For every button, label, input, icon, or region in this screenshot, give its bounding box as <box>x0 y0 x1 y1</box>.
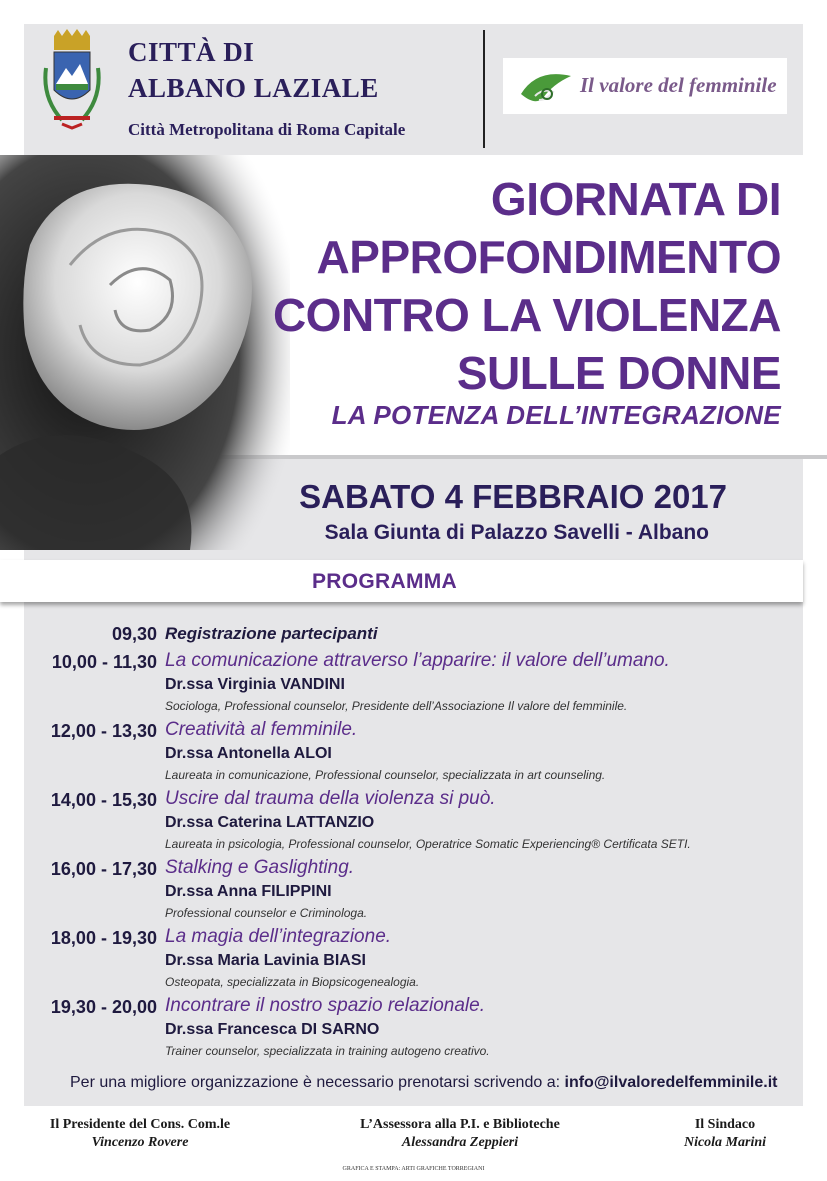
booking-email[interactable]: info@ilvaloredelfemminile.it <box>564 1074 778 1091</box>
event-title-line2: APPROFONDIMENTO <box>316 231 781 283</box>
schedule-speaker: Dr.ssa Maria Lavinia BIASI <box>165 952 366 969</box>
schedule-bio: Laureata in psicologia, Professional counselor, Operatrice Somatic Experiencing® Certificata SETI. <box>165 837 691 851</box>
schedule-title: Registrazione partecipanti <box>165 624 378 643</box>
schedule-bio: Professional counselor e Criminologa. <box>165 906 368 920</box>
schedule-time: 10,00 - 11,30 <box>51 652 157 672</box>
schedule-time: 19,30 - 20,00 <box>50 997 157 1017</box>
booking-note-text: Per una migliore organizzazione è necessario prenotarsi scrivendo a: <box>70 1074 561 1091</box>
coat-of-arms-icon <box>40 28 104 138</box>
schedule-time: 18,00 - 19,30 <box>50 928 157 948</box>
schedule-title: La magia dell’integrazione. <box>165 926 392 947</box>
signature-assessora <box>335 1117 585 1151</box>
signature-name: Vincenzo Rovere <box>91 1135 189 1150</box>
signature-name: Nicola Marini <box>683 1135 767 1150</box>
city-subtitle: Città Metropolitana di Roma Capitale <box>128 120 406 139</box>
schedule-time: 09,30 <box>111 624 157 644</box>
event-venue: Sala Giunta di Palazzo Savelli - Albano <box>324 521 709 544</box>
signature-role: L’Assessora alla P.I. e Biblioteche <box>360 1117 560 1132</box>
schedule-speaker: Dr.ssa Francesca DI SARNO <box>165 1021 380 1038</box>
signature-president <box>40 1117 240 1151</box>
schedule-speaker: Dr.ssa Antonella ALOI <box>165 745 332 762</box>
booking-note <box>70 1074 777 1092</box>
city-title-line1: CITTÀ DI <box>128 37 255 67</box>
signature-name: Alessandra Zeppieri <box>401 1135 519 1150</box>
schedule-bio: Sociologa, Professional counselor, Presidente dell’Associazione Il valore del femminile. <box>165 699 628 713</box>
printer-credit: GRAFICA E STAMPA: ARTI GRAFICHE TORREGIANI <box>342 1166 485 1172</box>
event-subtitle: LA POTENZA DELL’INTEGRAZIONE <box>331 400 781 430</box>
city-title-line2: ALBANO LAZIALE <box>128 73 379 103</box>
schedule-time: 12,00 - 13,30 <box>50 721 157 741</box>
white-rose-image <box>0 155 290 550</box>
event-title-line3: CONTRO LA VIOLENZA <box>272 289 781 341</box>
signature-mayor <box>665 1117 785 1151</box>
event-title-line1: GIORNATA DI <box>490 173 781 225</box>
schedule-speaker: Dr.ssa Caterina LATTANZIO <box>165 814 375 831</box>
schedule-title: Uscire dal trauma della violenza si può. <box>165 788 496 809</box>
schedule-time: 14,00 - 15,30 <box>50 790 157 810</box>
schedule-bio: Trainer counselor, specializzata in training autogeno creativo. <box>165 1044 490 1058</box>
programma-heading: PROGRAMMA <box>312 570 458 593</box>
event-title <box>273 170 781 402</box>
leaf-swirl-logo-icon <box>513 58 583 114</box>
city-title <box>128 34 379 106</box>
schedule-bio: Laureata in comunicazione, Professional counselor, specializzata in art counseling. <box>165 768 606 782</box>
header-divider <box>483 30 485 148</box>
schedule-title: Stalking e Gaslighting. <box>165 857 355 878</box>
schedule-speaker: Dr.ssa Anna FILIPPINI <box>165 883 332 900</box>
schedule-speaker: Dr.ssa Virginia VANDINI <box>165 676 345 693</box>
schedule-time: 16,00 - 17,30 <box>50 859 157 879</box>
schedule-title: La comunicazione attraverso l’apparire: il valore dell’umano. <box>165 650 670 671</box>
schedule-bio: Osteopata, specializzata in Biopsicogenealogia. <box>165 975 420 989</box>
signature-role: Il Presidente del Cons. Com.le <box>49 1117 231 1132</box>
event-title-line4: SULLE DONNE <box>456 347 781 399</box>
schedule-title: Creatività al femminile. <box>165 719 358 740</box>
association-name: Il valore del femminile <box>580 73 777 97</box>
schedule-title: Incontrare il nostro spazio relazionale. <box>165 995 486 1016</box>
signature-role: Il Sindaco <box>694 1117 756 1132</box>
event-date: SABATO 4 FEBBRAIO 2017 <box>299 478 727 515</box>
